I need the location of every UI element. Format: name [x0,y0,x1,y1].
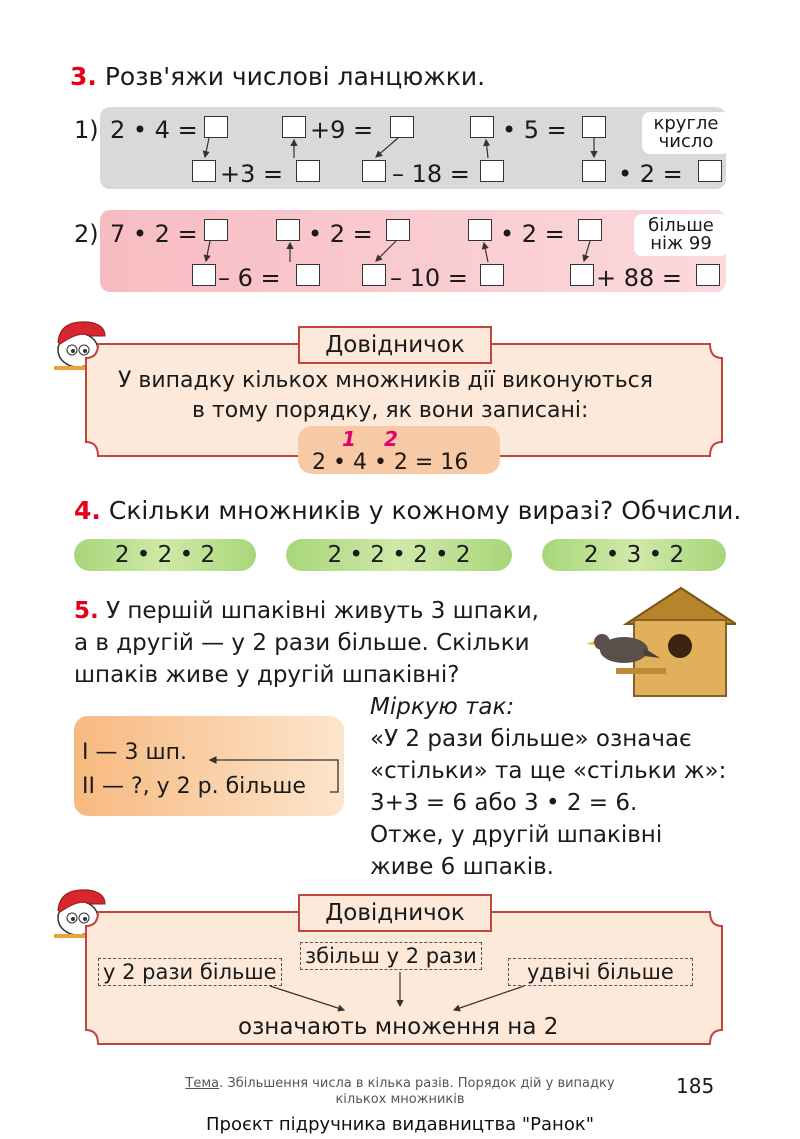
task5-think-label: Міркую так [370,694,507,720]
chain1-expr6: • 2 = [618,160,683,188]
task4-expression-1: 2 • 2 • 2 [74,539,256,571]
help2-title: Довідничок [298,894,492,932]
task5-line3: шпаків живе у другій шпаківні? [74,662,460,688]
chain2-label: 2) [74,220,99,248]
chain1-expr4: +3 = [220,160,284,188]
chain1-expr1: 2 • 4 = [110,116,198,144]
chain2-arrow3 [376,241,396,261]
chain2-expr3: • 2 = [500,220,565,248]
task5-line1 [74,596,539,626]
chain1-hint-line1: кругле [653,113,719,134]
task4-expression-3: 2 • 3 • 2 [542,539,726,571]
task4-heading [74,496,741,525]
footer-topic [150,1076,650,1108]
page-number: 185 [676,1074,715,1098]
chain2-expr4: – 6 = [218,264,281,292]
help2-arrows [0,960,800,1020]
help2-phrase2: збільш у 2 рази [300,942,482,970]
help1-line2: в тому порядку, як вони записані: [192,398,589,423]
task5-reason2: «стільки» та ще «стільки ж»: [370,758,727,784]
task3-text: Розв'яжи числові ланцюжки. [104,62,486,91]
chain1-expr2: +9 = [310,116,374,144]
task5-reason5: живе 6 шпаків. [370,854,554,880]
help1-title: Довідничок [298,326,492,364]
task5-number: 5. [74,598,99,624]
chain2-expr1: 7 • 2 = [110,220,198,248]
task4-expression-2: 2 • 2 • 2 • 2 [286,539,512,571]
task5-think-colon: : [506,694,515,720]
task4-number: 4. [74,496,101,525]
task5-reason4: Отже, у другій шпаківні [370,822,663,848]
chain1-expr5: – 18 = [392,160,470,188]
task5-reason3: 3+3 = 6 або 3 • 2 = 6. [370,790,638,816]
task4-text: Скільки множників у кожному виразі? Обчисли. [108,496,742,525]
task5-line2: а в другій — у 2 рази більше. Скільки [74,630,530,656]
chain2-expr6: + 88 = [596,264,683,292]
footer-topic-label: Тема [185,1076,220,1091]
help2-phrase1: у 2 рази більше [98,958,282,986]
chain2-hint-line2: ніж 99 [650,233,712,254]
task5-line1-text: У першій шпаківні живуть 3 шпаки, [106,598,539,624]
task5-short1: I — 3 шп. [82,740,187,765]
help2-phrase3: удвічі більше [508,958,693,986]
chain2-arrow5 [584,241,590,261]
chain2-arrow4 [484,243,488,262]
chain1-expr3: • 5 = [502,116,567,144]
chain2-expr5: – 10 = [390,264,468,292]
footer-topic-text2: кількох множників [335,1092,465,1107]
task5-short-arrow [180,740,350,800]
help1-order2: 2 [384,427,398,451]
footer-project: Проєкт підручника видавництва "Ранок" [205,1114,594,1135]
chain1-label: 1) [74,116,99,144]
chain2-hint-line1: більше [648,215,714,236]
birdhouse-image [586,584,736,704]
task5-reason1: «У 2 рази більше» означає [370,726,692,752]
help1-order1: 1 [342,427,356,451]
help1-line1: У випадку кількох множників дії виконуються [118,368,654,393]
help1-example: 2 • 4 • 2 = 16 [312,450,469,475]
chain2-arrow1 [206,241,210,261]
task5-short2: II — ?, у 2 р. більше [82,774,306,799]
chain2-expr2: • 2 = [308,220,373,248]
task3-number: 3. [70,62,97,91]
chain1-hint-line2: число [658,131,714,152]
task5-think [370,692,514,722]
footer-topic-text: . Збільшення числа в кілька разів. Порядок дій у випадку [219,1076,615,1091]
help2-result: означають множення на 2 [238,1014,559,1040]
